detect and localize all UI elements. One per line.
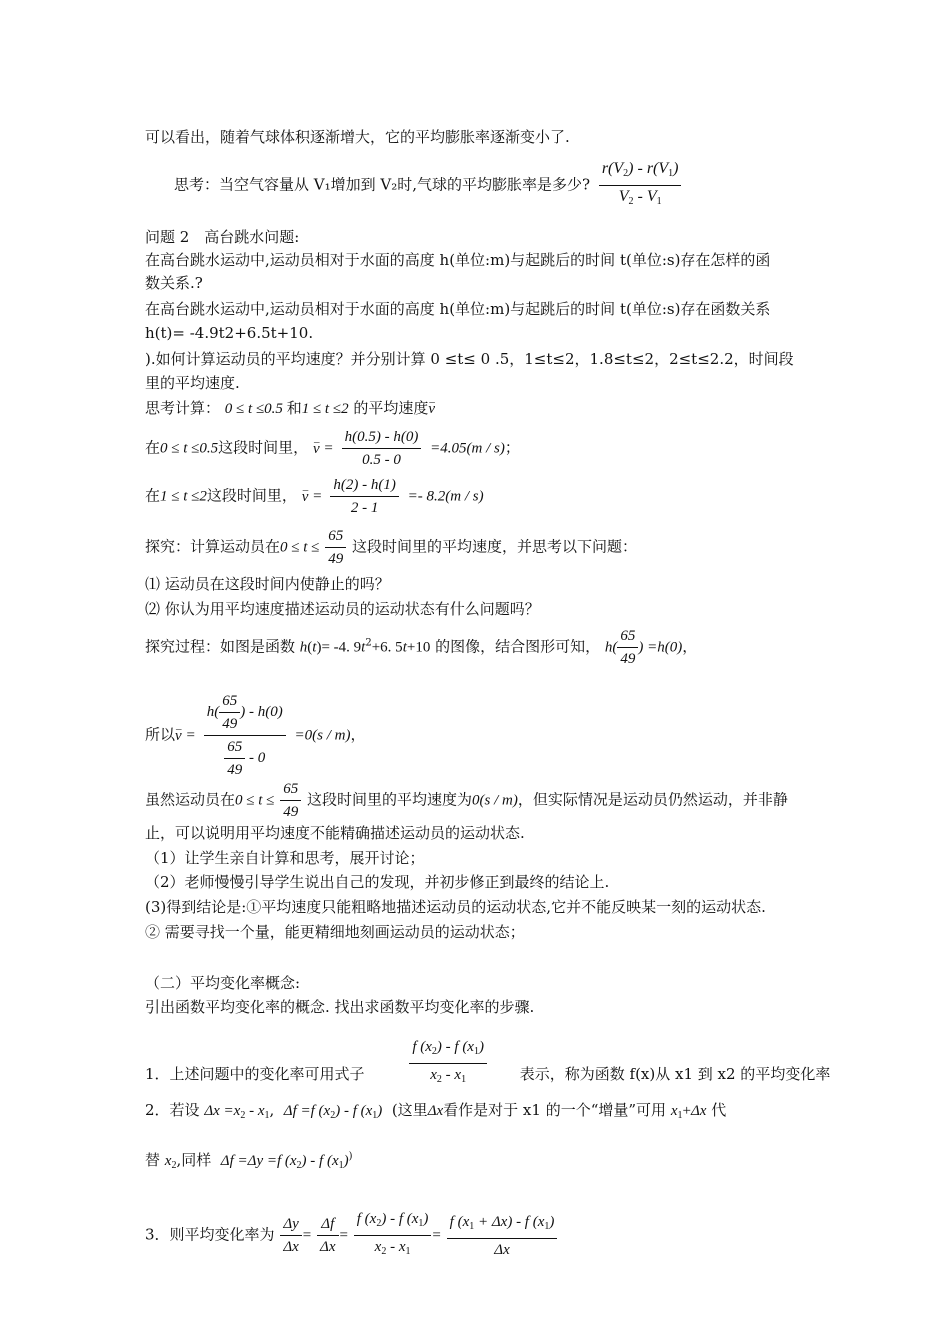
def-line-3-prefix: 替 [145,1151,161,1169]
explore-process-suffix: 的图像，结合图形可知， [435,637,601,656]
although-mid: 这段时间里的平均速度为 [306,790,472,809]
explore-process-prefix: 探究过程：如图是函数 [145,637,296,656]
delta-x-formula: $\Delta x =x_2 - x_1$ [204,1103,270,1121]
formula-avg-velocity-1: $\frac{h(0.5) - h(0)}{0.5 - 0}$ [342,426,422,471]
calc-line-2-mid: 这段时间里， [206,486,297,505]
explore-process-line: 探究过程：如图是函数 h(t)= -4. $9t^2+6$. 5t+10 的图像，结合图形可知， h( $\frac{65}{49}$ ) =h(0)， [145,625,697,670]
although-line: 虽然运动员在0 ≤ t ≤ $\frac{65}{49}$ 这段时间里的平均速度为0(s / m)，但实际情况是运动员仍然运动，并非静 [145,778,788,823]
def-line-2-mid: 看作是对于 x1 的一个“增量”可用 [443,1101,667,1119]
def-line-4: 3．则平均变化率为 $\frac{\Delta y}{\Delta x}$ = $\frac{\Delta f}{\Delta x}$ = $\frac{f (x_2) - f (x_1)}{x_2 - x_1}$ = $\frac{f (x_1 + \Delta x) - f (x_1)}{\Delta x}$ [145,1208,558,1263]
def-line-4-prefix: 3．则平均变化率为 [145,1225,275,1244]
think-question [174,158,685,213]
although-suffix: ，但实际情况是运动员仍然运动，并非静 [517,790,788,809]
formula-df-dx: $\frac{\Delta f}{\Delta x}$ [317,1213,338,1258]
section-2-title: （二）平均变化率概念: [145,974,301,992]
def-line-2-note: (这里 [391,1101,428,1119]
calc-line-2: 在1 ≤ t ≤2这段时间里， – v = $\frac{h(2) - h(1)}{2 - 1}$ =- 8.2(m / s) [145,474,484,519]
so-prefix: 所以 [145,725,176,744]
def-line-2-prefix: 2．若设 [145,1101,200,1119]
explore-prefix: 探究：计算运动员在 [145,537,281,556]
calc-line-1-mid: 这段时间里， [218,438,309,457]
text-line-4: 在高台跳水运动中,运动员相对于水面的高度 h(单位:m)与起跳后的时间 t(单位:s)存在怎样的函 [145,251,771,269]
def-line-1-prefix: 1．上述问题中的变化率可用式子 [145,1064,365,1083]
formula-avg-rate-3: $\frac{f (x_1 + \Delta x) - f (x_1)}{\Delta x}$ [447,1211,558,1261]
delta-y-formula: Δf =Δy =f $(x_2)$ - f $(x_1)$ [220,1153,349,1171]
def-line-3: 替 $x_2$,同样 Δf =Δy =f $(x_2)$ - f $(x_1)^)$ [145,1151,353,1171]
although-prefix: 虽然运动员在 [145,790,236,809]
def-line-3-mid: ,同样 [176,1151,212,1169]
text-line-6: 在高台跳水运动中,运动员相对于水面的高度 h(单位:m)与起跳后的时间 t(单位:s)存在函数关系 [145,300,771,318]
calc-line-1: 在0 ≤ t ≤0.5这段时间里， – v = $\frac{h(0.5) - h(0)}{0.5 - 0}$ =4.05(m / s)； [145,426,520,471]
def-line-1 [145,1036,830,1091]
text-line-19: 止，可以说明用平均速度不能精确描述运动员的运动状态. [145,824,525,842]
question-2: ⑵ 你认为用平均速度描述运动员的运动状态有什么问题吗？ [145,600,540,618]
formula-balloon-rate: $\frac{r(V_2) - r(V_1)}{V_2 - V_1}$ [599,158,682,213]
def-line-2: 2．若设 $\Delta x =x_2 - x_1$, Δf =f $(x_2)$ - f $(x_1)$ (这里Δx看作是对于 x1 的一个“增量”可用 $x_1+\Delta x$ 代 [145,1101,727,1121]
text-line-25: 引出函数平均变化率的概念. 找出求函数平均变化率的步骤. [145,998,535,1016]
interval-formula: 0 ≤ t ≤0.5 和1 ≤ t ≤2 [224,401,349,417]
formula-dy-dx: $\frac{\Delta y}{\Delta x}$ [280,1213,301,1258]
formula-avg-velocity-3: h( $\frac{65}{49}$ ) - h(0) $\frac{65}{49}$ - 0 [204,690,286,781]
formula-avg-rate-2: $\frac{f (x_2) - f (x_1)}{x_2 - x_1}$ [354,1208,432,1263]
think-calc-label: 思考计算： [145,399,221,417]
formula-avg-velocity-2: $\frac{h(2) - h(1)}{2 - 1}$ [330,474,398,519]
think-calc-line: 思考计算： 0 ≤ t ≤0.5 和1 ≤ t ≤2 的平均速度– v [145,398,435,419]
text-line-9: 里的平均速度. [145,374,240,392]
explore-line: 探究：计算运动员在0 ≤ t ≤ $\frac{65}{49}$ 这段时间里的平均速度，并思考以下问题： [145,525,637,570]
text-line-22: (3)得到结论是:①平均速度只能粗略地描述运动员的运动状态,它并不能反映某一刻的运动状态. [145,898,766,916]
function-line: h(t)= -4.9t2+6.5t+10. [145,324,314,342]
formula-avg-rate: $\frac{f (x_2) - f (x_1)}{x_2 - x_1}$ [409,1036,487,1091]
calc-line-1-prefix: 在 [145,438,161,457]
explore-suffix: 这段时间里的平均速度，并思考以下问题： [351,537,637,556]
problem-2-title: 问题 2 高台跳水问题: [145,228,300,246]
calc-line-2-prefix: 在 [145,486,161,505]
text-line-1: 可以看出，随着气球体积逐渐增大，它的平均膨胀率逐渐变小了. [145,128,570,146]
function-formula: h [299,639,308,656]
def-line-2-end: 代 [711,1101,727,1119]
text-line-5: 数关系.? [145,274,203,292]
so-line: 所以– v = h( $\frac{65}{49}$ ) - h(0) $\frac{65}{49}$ - 0 =0(s / m)， [145,690,365,781]
text-line-21: （2）老师慢慢引导学生说出自己的发现，并初步修正到最终的结论上. [145,873,610,891]
text-line-8: ).如何计算运动员的平均速度？并分别计算 0 ≤t≤ 0 .5，1≤t≤2，1.8≤t≤2，2≤t≤2.2，时间段 [145,350,794,368]
delta-f-formula: Δf =f $(x_2)$ - f $(x_1)$ [283,1103,383,1121]
think-question-text: 思考：当空气容量从 V₁增加到 V₂时,气球的平均膨胀率是多少? [174,175,591,194]
fraction-65-49: $\frac{65}{49}$ [325,525,346,570]
def-line-1-suffix: 表示，称为函数 f(x)从 x1 到 x2 的平均变化率 [519,1064,831,1083]
avg-velocity-label: 的平均速度 [353,399,429,417]
text-line-23: ② 需要寻找一个量，能更精细地刻画运动员的运动状态； [145,923,525,941]
question-1: ⑴ 运动员在这段时间内使静止的吗？ [145,575,390,593]
text-line-20: （1）让学生亲自计算和思考，展开讨论； [145,849,425,867]
